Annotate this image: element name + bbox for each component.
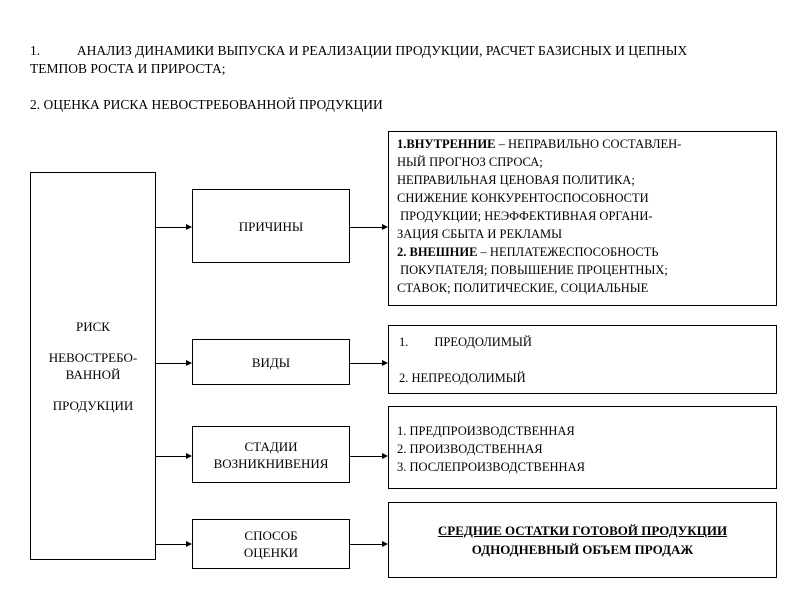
method-detail-box xyxy=(388,502,777,578)
arrowhead-icon xyxy=(382,360,388,366)
heading-item-1-continuation: ТЕМПОВ РОСТА И ПРИРОСТА; xyxy=(30,61,226,76)
stages-box xyxy=(192,426,350,483)
stages-label-line-2: ВОЗНИКНИВЕНИЯ xyxy=(213,455,329,471)
causes-line-8: ПОКУПАТЕЛЯ; ПОВЫШЕНИЕ ПРОЦЕНТНЫХ; xyxy=(397,263,668,277)
risk-box-line-1: РИСК xyxy=(76,319,110,334)
arrowhead-icon xyxy=(382,453,388,459)
causes-external-line xyxy=(397,243,776,261)
risk-box-line-4: ПРОДУКЦИИ xyxy=(52,398,134,413)
risk-box-line-2: НЕВОСТРЕБО- xyxy=(48,350,138,365)
stages-item-1: 1. ПРЕДПРОИЗВОДСТВЕННАЯ xyxy=(397,424,575,438)
causes-line-5: ПРОДУКЦИИ; НЕЭФФЕКТИВНАЯ ОРГАНИ- xyxy=(397,209,653,223)
method-box xyxy=(192,519,350,569)
arrowhead-icon xyxy=(186,541,192,547)
causes-internal-label: 1.ВНУТРЕННИЕ xyxy=(397,137,496,151)
method-detail-denominator: ОДНОДНЕВНЫЙ ОБЪЕМ ПРОДАЖ xyxy=(471,542,694,557)
heading-item-2: 2. ОЦЕНКА РИСКА НЕВОСТРЕБОВАННОЙ ПРОДУКЦИИ xyxy=(30,97,383,112)
heading-item-1-text: АНАЛИЗ ДИНАМИКИ ВЫПУСКА И РЕАЛИЗАЦИИ ПРОДУКЦИИ, РАСЧЕТ БАЗИСНЫХ И ЦЕПНЫХ xyxy=(76,43,688,58)
heading-item-1 xyxy=(30,42,687,60)
types-item-1 xyxy=(399,333,776,351)
causes-external-text: – НЕПЛАТЕЖЕСПОСОБНОСТЬ xyxy=(477,245,659,259)
types-label: ВИДЫ xyxy=(251,354,291,370)
heading-item-1-number: 1. xyxy=(30,43,41,58)
arrowhead-icon xyxy=(382,224,388,230)
types-box xyxy=(192,339,350,385)
causes-line-9: СТАВОК; ПОЛИТИЧЕСКИЕ, СОЦИАЛЬНЫЕ xyxy=(397,281,649,295)
causes-box xyxy=(192,189,350,263)
causes-line-4: СНИЖЕНИЕ КОНКУРЕНТОСПОСОБНОСТИ xyxy=(397,191,649,205)
stages-detail-box xyxy=(388,406,777,489)
arrowhead-icon xyxy=(186,224,192,230)
causes-line-3: НЕПРАВИЛЬНАЯ ЦЕНОВАЯ ПОЛИТИКА; xyxy=(397,173,635,187)
risk-box xyxy=(30,172,156,560)
causes-internal-text: – НЕПРАВИЛЬНО СОСТАВЛЕН- xyxy=(495,137,682,151)
method-label-line-1: СПОСОБ xyxy=(244,528,298,543)
causes-line-2: НЫЙ ПРОГНОЗ СПРОСА; xyxy=(397,155,543,169)
types-item-1-text: ПРЕОДОЛИМЫЙ xyxy=(434,335,532,349)
types-item-1-number: 1. xyxy=(399,335,409,349)
stages-item-3: 3. ПОСЛЕПРОИЗВОДСТВЕННАЯ xyxy=(397,460,585,474)
types-detail-box xyxy=(388,325,777,394)
causes-internal-line xyxy=(397,135,776,153)
types-item-2: 2. НЕПРЕОДОЛИМЫЙ xyxy=(399,371,526,385)
arrowhead-icon xyxy=(186,453,192,459)
causes-detail-box xyxy=(388,131,777,306)
stages-item-2: 2. ПРОИЗВОДСТВЕННАЯ xyxy=(397,442,543,456)
causes-external-label: 2. ВНЕШНИЕ xyxy=(397,245,478,259)
arrowhead-icon xyxy=(382,541,388,547)
causes-label: ПРИЧИНЫ xyxy=(238,218,304,234)
arrowhead-icon xyxy=(186,360,192,366)
stages-label-line-1: СТАДИИ xyxy=(244,438,298,454)
method-label-line-2: ОЦЕНКИ xyxy=(243,545,299,560)
method-detail-numerator: СРЕДНИЕ ОСТАТКИ ГОТОВОЙ ПРОДУКЦИИ xyxy=(437,523,728,538)
risk-box-line-3: ВАННОЙ xyxy=(65,367,121,382)
causes-line-6: ЗАЦИЯ СБЫТА И РЕКЛАМЫ xyxy=(397,227,562,241)
